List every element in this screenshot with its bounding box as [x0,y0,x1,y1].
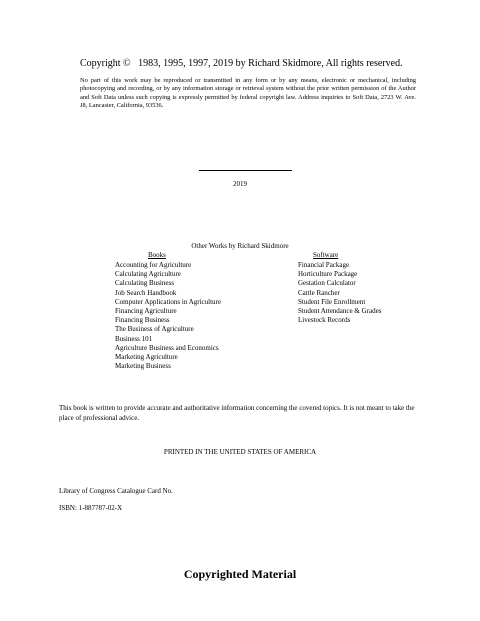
year-label: 2019 [233,180,247,188]
printed-in-line: PRINTED IN THE UNITED STATES OF AMERICA [163,448,317,456]
book-item: Agriculture Business and Economics [115,343,219,352]
catalogue-card-line: Library of Congress Catalogue Card No. [59,487,173,495]
book-item: Financing Business [115,316,170,325]
copyright-line: Copyright © 1983, 1995, 1997, 2019 by Richard Skidmore, All rights reserved. [80,58,403,69]
disclaimer-text: This book is written to provide accurate and authoritative information concerning the covered topics. It is not meant to take the place of professional advice. [59,404,415,422]
book-item: Marketing Agriculture [115,353,178,362]
software-list [298,261,381,325]
book-item: Computer Applications in Agriculture [115,297,221,306]
software-item: Student Attendance & Grades [298,307,382,316]
book-item: Calculating Agriculture [115,270,181,279]
book-item: Financing Agriculture [115,307,177,316]
isbn-line: ISBN: 1-887787-02-X [59,504,123,512]
legal-notice: No part of this work may be reproduced or transmitted in any form or by any means, electronic or mechanical, including photocopying and recording, or by any information storage or retrieval system without the prior written permission of the Author and Soft Data unless such copying is expressly permitted by federal copyright law. Address inquiries to Soft Data, 2723 W. Ave. J8, Lancaster, California, 93536. [80,77,416,109]
book-item: Business 101 [115,334,153,343]
software-item: Financial Package [298,261,350,269]
book-item: Job Search Handbook [115,288,177,297]
copyrighted-material-footer: Copyrighted Material [183,567,297,581]
book-item: Calculating Business [115,279,174,288]
software-item: Student File Enrollment [298,297,366,306]
software-item: Livestock Records [298,316,351,325]
book-item: Accounting for Agriculture [115,261,192,269]
software-item: Horticulture Package [298,270,358,279]
horizontal-rule [199,170,292,171]
software-item: Cattle Rancher [298,288,340,297]
other-works-heading: Other Works by Richard Skidmore [191,242,289,250]
books-list [115,261,221,371]
books-heading: Books [148,251,166,259]
software-item: Gestation Calculator [298,279,356,288]
book-item: The Business of Agriculture [115,325,194,334]
book-item: Marketing Business [115,362,171,371]
software-heading: Software [313,251,339,259]
